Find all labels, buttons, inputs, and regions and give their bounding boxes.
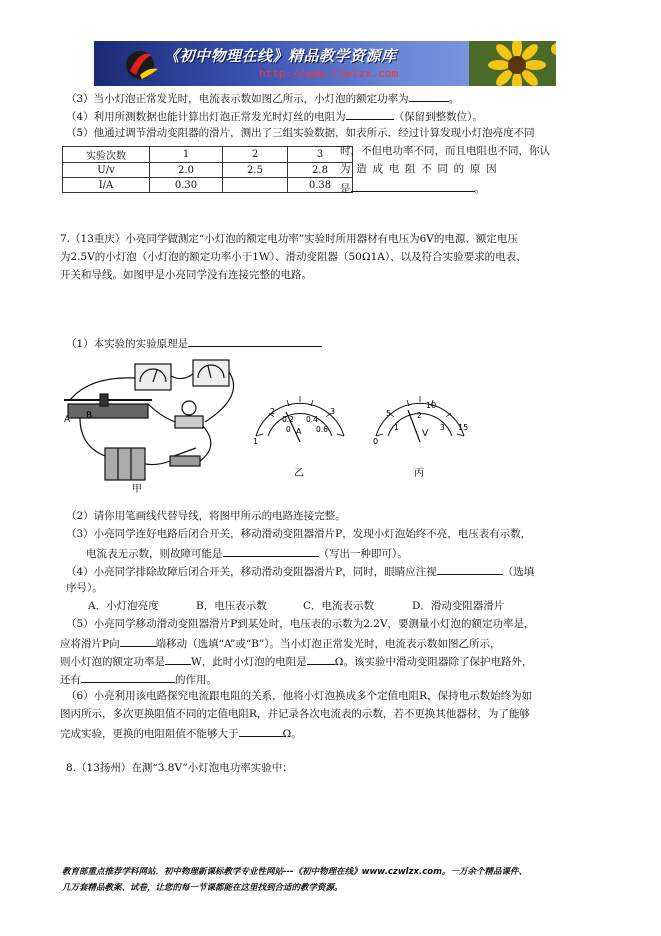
q7-intro-line1: 7.（13重庆）小亮同学做测定“小灯泡的额定电功率”实验时所用器材有电压为6V的电源、额定电压	[60, 233, 518, 245]
q7-part6-line1: （6）小亮利用该电路探究电流跟电阻的关系，他将小灯泡换成多个定值电阻R，保持电示数始终为如	[66, 690, 533, 702]
table-row	[63, 178, 353, 193]
answer-blank[interactable]	[307, 653, 335, 665]
table-cell: 2.5	[223, 163, 288, 178]
q7-part4-line2: 序号）。	[66, 582, 103, 594]
table-cell: 0.30	[150, 178, 223, 193]
ammeter-tick: 0.6	[316, 425, 328, 434]
option-a: A．小灯泡亮度	[88, 600, 159, 612]
q6-part3: （3）当小灯泡正常发光时，电流表示数如图乙所示，小灯泡的额定功率为 。	[66, 90, 459, 106]
table-cell: 2.8	[288, 163, 353, 178]
option-b: B．电压表示数	[196, 600, 267, 612]
answer-blank[interactable]	[239, 725, 283, 737]
table-cell: 0.38	[288, 178, 353, 193]
table-cell: 实验次数	[63, 147, 150, 163]
table-row	[63, 163, 353, 178]
q7-part3-line1: （3）小亮同学连好电路后闭合开关，移动滑动变阻器滑片P，发现小灯泡始终不亮，电压表有示数，	[66, 528, 532, 540]
table-row	[63, 147, 353, 163]
voltmeter-tick: 3	[440, 423, 445, 432]
answer-blank[interactable]	[120, 635, 156, 647]
voltmeter-tick: 10	[426, 401, 437, 410]
table-cell: 2.0	[150, 163, 223, 178]
label-a: A	[64, 415, 71, 425]
label-b: B	[86, 411, 93, 421]
voltmeter-tick: 0	[373, 437, 379, 446]
answer-blank[interactable]	[223, 545, 319, 557]
table-cell: 2	[223, 147, 288, 163]
q7-part3-line2: 电流表无示数，则故障可能是 （写出一种即可）。	[86, 545, 408, 561]
q7-part6-line2: 图丙所示，多次更换阻值不同的定值电阻R，并记录各次电流表的示数，若不更换其他器材，为了能够	[60, 708, 530, 720]
answer-blank[interactable]	[437, 563, 503, 575]
voltmeter-unit: V	[422, 429, 429, 439]
sunflower-icon	[469, 41, 556, 86]
ammeter-tick: 1	[253, 437, 259, 446]
voltmeter-tick: 1	[394, 423, 399, 432]
q6-part5: （5）他通过调节滑动变阻器的滑片，测出了三组实验数据，如表所示．经过计算发现小灯泡亮度不同	[66, 127, 535, 139]
q7-part5-line4: 还有 的作用。	[60, 671, 217, 687]
voltmeter-tick: 5	[386, 409, 392, 418]
answer-blank[interactable]	[346, 108, 394, 120]
figure-label-bing: 丙	[414, 468, 424, 479]
q7-part5-line3: 则小灯泡的额定功率是 W，此时小灯泡的电阻是 Ω。该实验中滑动变阻器除了保护电路外，	[60, 653, 533, 669]
q7-part6-line3: 完成实验，更换的电阻阻值不能够大于 Ω。	[60, 725, 302, 741]
answer-blank[interactable]	[81, 671, 175, 683]
circuit-figure	[60, 356, 480, 496]
q8-intro: 8.（13扬州）在测“3.8V”小灯泡电功率实验中：	[66, 762, 293, 774]
q7-intro-line2: 为2.5V的小灯泡（小灯泡的额定功率小于1W）、滑动变阻器（50Ω1A）、以及符合实验要求的电表、	[60, 251, 527, 263]
answer-blank[interactable]	[165, 653, 191, 665]
q7-part5-line1: （5）小亮同学移动滑动变阻器滑片P到某处时，电压表的示数为2.2V，要测量小灯泡的额定功率是，	[66, 618, 535, 630]
table-cell: U/v	[63, 163, 150, 178]
table-cell: 1	[150, 147, 223, 163]
option-c: C．电流表示数	[303, 600, 375, 612]
figure-label-yi: 乙	[294, 468, 304, 479]
q6-part5-side1: 时，不但电功率不同，而且电阻也不同，你认	[340, 145, 550, 157]
q7-intro-line3: 开关和导线。如图甲是小亮同学没有连接完整的电路。	[60, 269, 312, 281]
table-cell: I/A	[63, 178, 150, 193]
ammeter-unit: A	[296, 427, 302, 436]
ammeter-tick: 3	[330, 407, 336, 416]
q7-part4-line1: （4）小亮同学排除故障后闭合开关，移动滑动变阻器滑片P，同时，眼睛应注视 （选填	[66, 563, 534, 579]
banner-url: http://www.czwlzx.com	[259, 67, 399, 80]
data-table	[62, 146, 353, 193]
answer-blank[interactable]	[351, 180, 475, 192]
voltmeter-tick: 2	[417, 411, 422, 420]
q7-part1: （1）本实验的实验原理是	[66, 335, 322, 351]
q6-part5-side3: 是 。	[340, 180, 485, 196]
footer-line1: 教育部重点推荐学科网站．初中物理新课标教学专业性网站---《初中物理在线》www.czwlzx.com。一万余个精品课件、	[62, 867, 527, 877]
ammeter-tick: 2	[270, 407, 276, 416]
answer-blank[interactable]	[409, 90, 449, 102]
q7-part5-line2: 应将滑片P向 端移动（选填“A”或“B”）。当小灯泡正常发光时，电流表示数如图乙所示，	[60, 635, 501, 651]
table-cell	[223, 178, 288, 193]
q6-part5-side2: 为 造 成 电 阻 不 同 的 原 因	[340, 163, 498, 175]
figure-label-jia: 甲	[132, 484, 142, 495]
ammeter-tick: 0.4	[306, 415, 318, 424]
q6-part4: （4）利用所测数据也能计算出灯泡正常发光时灯丝的电阻为 （保留到整数位）。	[66, 108, 483, 124]
option-d: D．滑动变阻器滑片	[412, 600, 505, 612]
ammeter-tick: 0	[286, 425, 291, 434]
footer-line2: 几万套精品教案、试卷，让您的每一节课都能在这里找到合适的教学资源。	[62, 883, 343, 893]
table-cell: 3	[288, 147, 353, 163]
header-banner	[94, 41, 556, 86]
q7-part2: （2）请你用笔画线代替导线，将图甲所示的电路连接完整。	[66, 510, 346, 522]
voltmeter-tick: 15	[458, 423, 469, 432]
site-logo-icon	[122, 45, 162, 83]
ammeter-tick: 0.2	[282, 415, 294, 424]
banner-title: 《初中物理在线》精品教学资源库	[164, 47, 397, 65]
answer-blank[interactable]	[188, 335, 322, 347]
